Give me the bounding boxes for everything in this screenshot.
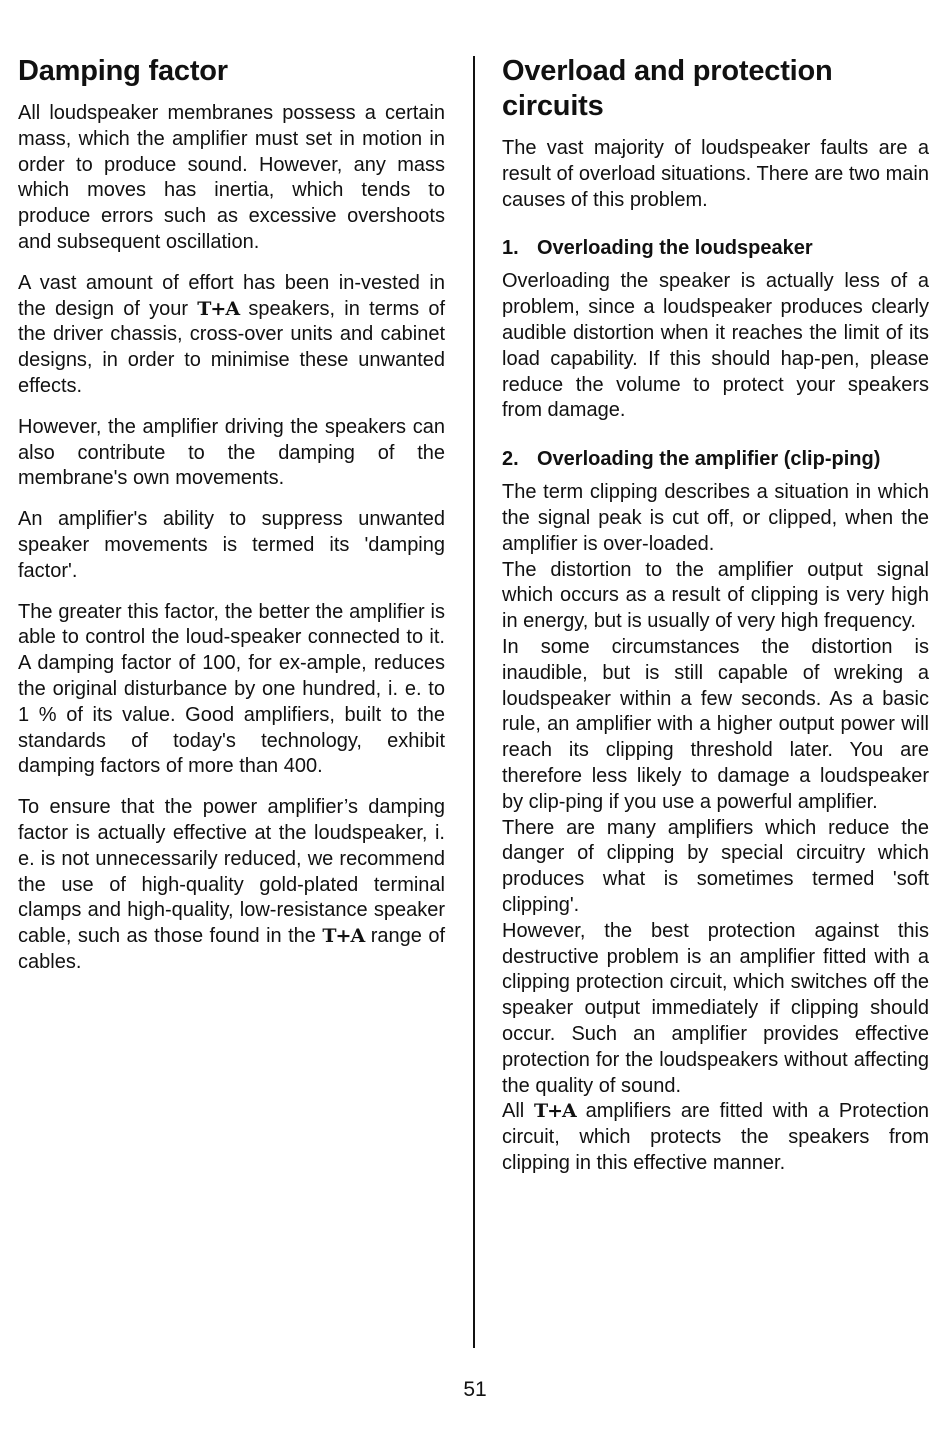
overload-intro: The vast majority of loudspeaker faults are a result of overload situations. There are two main causes of this problem.	[502, 137, 929, 211]
section-2-paragraph-1: The term clipping describes a situation in which the signal peak is cut off, or clipped, when the amplifier is over-loaded.	[502, 481, 929, 555]
section-1-title: Overloading the loudspeaker	[537, 237, 813, 260]
left-column	[18, 54, 445, 991]
section-2-number: 2.	[502, 448, 519, 471]
section-2-paragraph-4: There are many amplifiers which reduce the danger of clipping by special circuitry which produces what is sometimes termed 'soft clipping'.	[502, 816, 929, 916]
damping-paragraph-1: All loudspeaker membranes possess a certain mass, which the amplifier must set in motion in order to produce sound. However, any mass which moves has inertia, which tends to produce errors such as excessive overshoots and subsequent oscillation.	[18, 102, 445, 253]
damping-paragraph-2	[18, 271, 445, 400]
section-2-paragraph-3: In some circumstances the distortion is inaudible, but is still capable of wreking a loudspeaker within a few seconds. As a basic rule, an amplifier with a higher output power will reach its clipping threshold later. You are therefore less likely to damage a loudspeaker by clip-ping if you use a powerful amplifier.	[502, 635, 929, 813]
brand-logo: T+A	[534, 1100, 576, 1123]
right-column	[502, 54, 929, 1177]
damping-paragraph-6-text-a: To ensure that the power amplifier’s damping factor is actually effective at the loudspeaker, i. e. is not unnecessarily reduced, we recommend the use of high-quality gold-plated terminal clamps and high-quality, low-resistance speaker cable, such as those found in the	[18, 796, 445, 948]
damping-paragraph-2-text-a: A vast amount of effort has been in-vested in the design of your	[18, 271, 445, 320]
section-2-heading	[502, 446, 929, 472]
section-2-paragraph-5: However, the best protection against this destructive problem is an amplifier fitted with a clipping protection circuit, which switches off the speaker output immediately if clipping should occur. Such an amplifier provides effective protection for the loudspeakers without affecting the quality of sound.	[502, 919, 929, 1097]
section-2-paragraph-6	[502, 1099, 929, 1176]
section-2-paragraph-2: The distortion to the amplifier output signal which occurs as a result of clipping is very high in energy, but is usually of very high frequency.	[502, 558, 929, 633]
brand-logo: T+A	[322, 925, 365, 948]
damping-paragraph-6-text-b: range of cables.	[18, 925, 446, 973]
brand-logo: T+A	[197, 297, 240, 320]
damping-paragraph-2-text-b: speakers, in terms of the driver chassis, cross-over units and cabinet designs, in order to minimise these unwanted effects.	[18, 297, 446, 397]
damping-paragraph-3: However, the amplifier driving the speakers can also contribute to the damping of the membrane's own movements.	[18, 415, 445, 490]
page-number: 51	[463, 1378, 487, 1401]
damping-factor-heading: Damping factor	[18, 55, 228, 87]
column-divider	[473, 56, 475, 1348]
section-1-heading	[502, 235, 929, 261]
overload-heading: Overload and protection circuits	[502, 55, 833, 122]
section-2-paragraph-6-text-b: amplifiers are fitted with a Protection circuit, which protects the speakers from clipping in this effective manner.	[502, 1100, 929, 1174]
section-1-text: Overloading the speaker is actually less of a problem, since a loudspeaker produces clearly audible distortion when it reaches the limit of its load capability. If this should hap-pen, please reduce the volume to protect your speakers from damage.	[502, 270, 929, 422]
damping-paragraph-4: An amplifier's ability to suppress unwanted speaker movements is termed its 'damping factor'.	[18, 508, 445, 582]
damping-paragraph-6	[18, 795, 445, 976]
section-2-title: Overloading the amplifier (clip-ping)	[537, 448, 881, 471]
section-1-number: 1.	[502, 237, 519, 260]
section-2-paragraph-6-text-a: All	[502, 1100, 525, 1123]
damping-paragraph-5: The greater this factor, the better the amplifier is able to control the loud-speaker connected to it. A damping factor of 100, for ex-ample, reduces the original disturbance by one hundred, i. e. to 1 % of its value. Good amplifiers, built to the standards of today's technology, exhibit damping factors of more than 400.	[18, 600, 445, 778]
